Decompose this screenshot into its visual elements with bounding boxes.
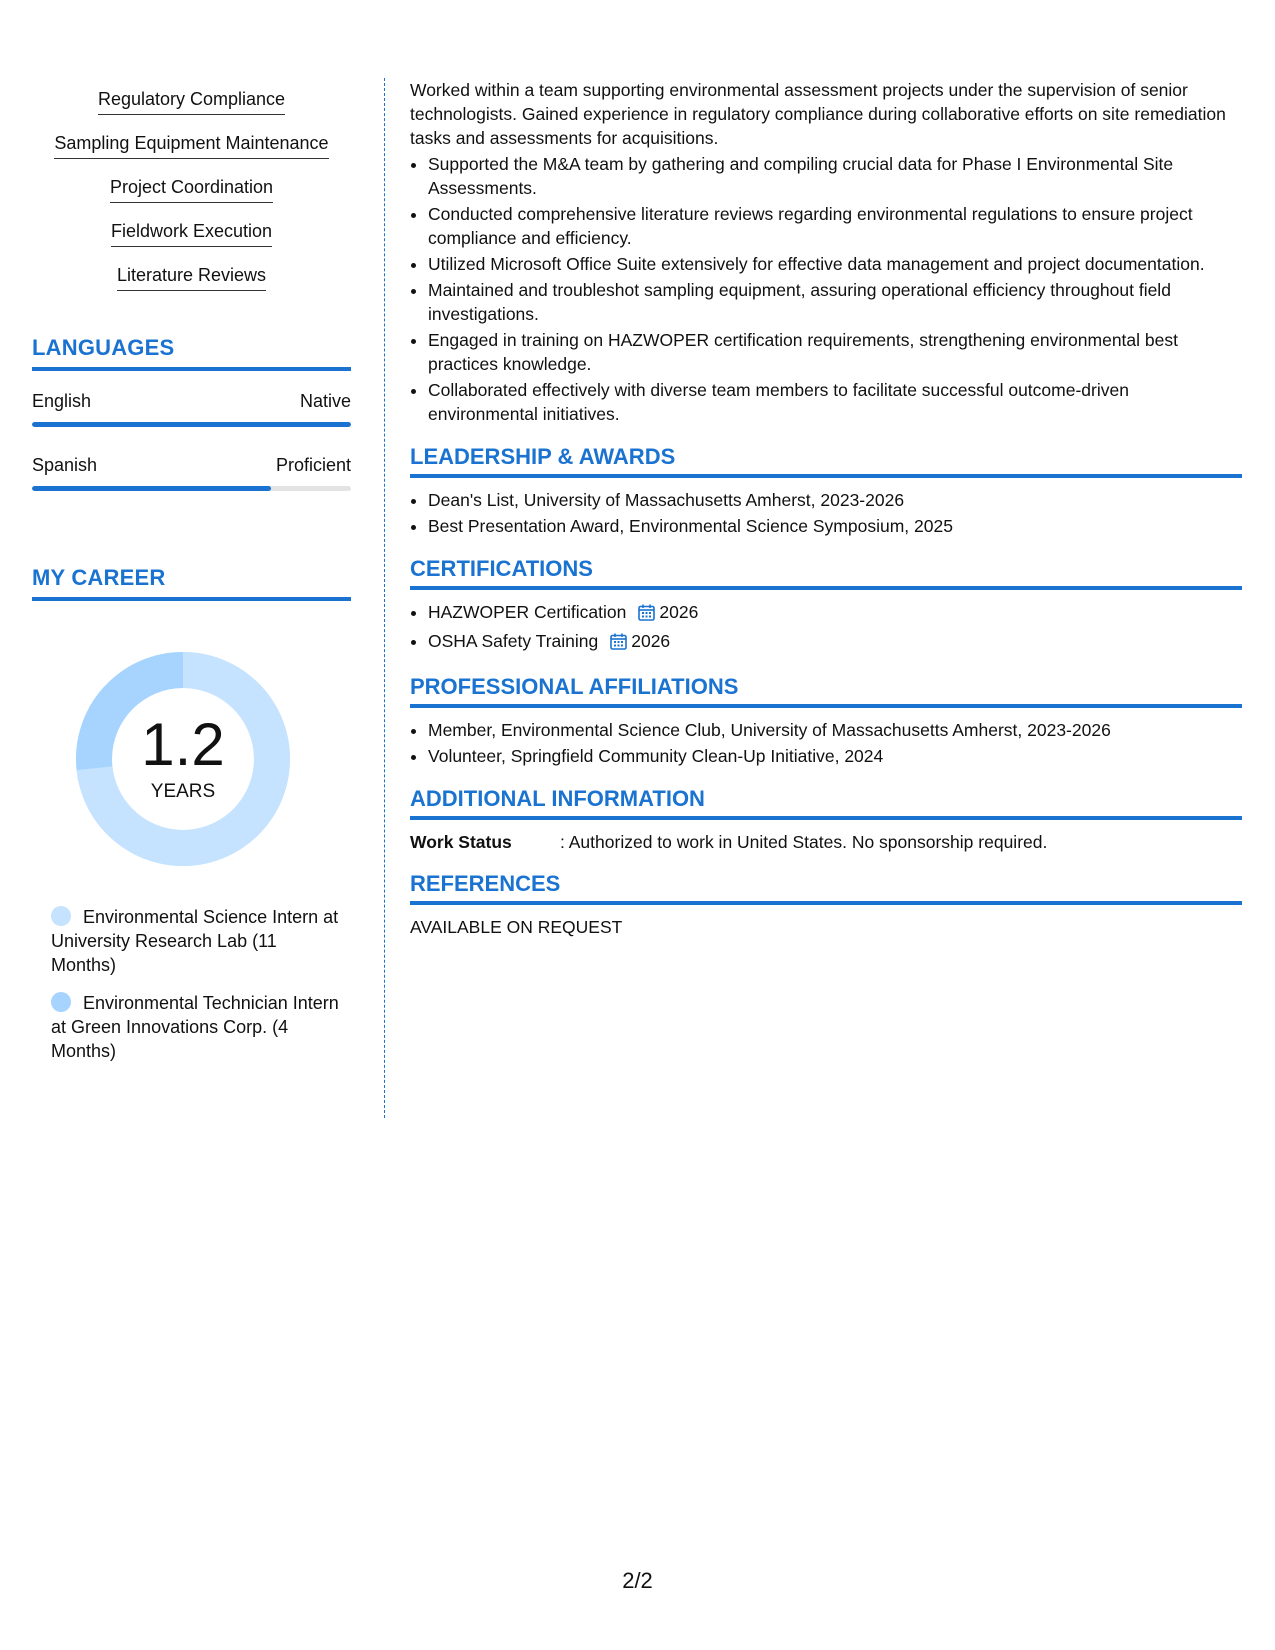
left-column [32, 76, 351, 1077]
certifications-section [410, 556, 1242, 656]
right-column [410, 78, 1242, 938]
career-legend [32, 905, 341, 1063]
career-total-unit: YEARS [150, 781, 216, 802]
affiliation-item: • Member, Environmental Science Club, University of Massachusetts Amherst, 2023-2026 [428, 718, 1242, 742]
work-status-label: Work Status [410, 832, 512, 852]
experience-summary: Worked within a team supporting environmental assessment projects under the supervision of senior technologists. Gained experience in regulatory compliance during collaborative efforts on site remediation tasks and assessments for acquisitions. [410, 80, 1226, 148]
references-text: AVAILABLE ON REQUEST [410, 917, 623, 937]
languages-section [32, 335, 351, 491]
career-legend-label: Environmental Technician Intern at Green Innovations Corp. (4 Months) [51, 993, 339, 1061]
language-proficiency-fill [32, 422, 351, 427]
skills-list [32, 76, 351, 291]
references-section [410, 871, 1242, 938]
career-heading: MY CAREER [32, 565, 351, 601]
leadership-item: • Dean's List, University of Massachusetts Amherst, 2023-2026 [428, 488, 1242, 512]
career-donut-chart [63, 639, 303, 879]
language-proficiency-bar [32, 486, 351, 491]
affiliations-list [410, 718, 1242, 768]
experience-bullet: • Supported the M&A team by gathering and compiling crucial data for Phase I Environmental Site Assessments. [428, 152, 1242, 200]
career-legend-item [51, 905, 341, 977]
language-level: Proficient [275, 455, 351, 475]
career-legend-item [51, 991, 341, 1063]
legend-dot [51, 906, 71, 926]
experience-bullet: • Collaborated effectively with diverse team members to facilitate successful outcome-driven environmental initiatives. [428, 378, 1242, 426]
language-level: Native [299, 391, 351, 411]
additional-info-heading: ADDITIONAL INFORMATION [410, 786, 1242, 820]
column-divider [384, 78, 385, 1118]
work-status-value: : Authorized to work in United States. No sponsorship required. [560, 832, 1048, 852]
work-status-row [410, 832, 1242, 853]
additional-info-section [410, 786, 1242, 853]
affiliations-heading: PROFESSIONAL AFFILIATIONS [410, 674, 1242, 708]
certification-year: 2026 [659, 602, 699, 622]
languages-heading: LANGUAGES [32, 335, 351, 371]
career-total-value: 1.2 [141, 711, 225, 778]
experience-bullet: • Conducted comprehensive literature reviews regarding environmental regulations to ensure project compliance and efficiency. [428, 202, 1242, 250]
affiliations-section [410, 674, 1242, 768]
language-item [32, 391, 351, 427]
skill-tag: Sampling Equipment Maintenance [54, 132, 328, 159]
language-name: Spanish [32, 455, 98, 475]
references-heading: REFERENCES [410, 871, 1242, 905]
skill-tag: Literature Reviews [117, 264, 266, 291]
leadership-heading: LEADERSHIP & AWARDS [410, 444, 1242, 478]
experience-bullet: • Utilized Microsoft Office Suite extensively for effective data management and project documentation. [428, 252, 1242, 276]
leadership-list [410, 488, 1242, 538]
calendar-icon [638, 603, 655, 627]
skill-tag: Project Coordination [110, 176, 273, 203]
experience-section [410, 78, 1242, 426]
certification-year: 2026 [631, 631, 671, 651]
certification-item [428, 629, 1242, 656]
experience-bullet: • Maintained and troubleshot sampling equipment, assuring operational efficiency throughout field investigations. [428, 278, 1242, 326]
skill-tag: Regulatory Compliance [98, 88, 285, 115]
language-proficiency-fill [32, 486, 271, 491]
leadership-section [410, 444, 1242, 538]
legend-dot [51, 992, 71, 1012]
certifications-list [410, 600, 1242, 656]
language-proficiency-bar [32, 422, 351, 427]
experience-bullets [410, 152, 1242, 426]
language-item [32, 455, 351, 491]
certifications-heading: CERTIFICATIONS [410, 556, 1242, 590]
career-section [32, 565, 351, 1063]
experience-bullet: • Engaged in training on HAZWOPER certification requirements, strengthening environmental best practices knowledge. [428, 328, 1242, 376]
certification-item [428, 600, 1242, 627]
page-number: 2/2 [622, 1568, 653, 1593]
certification-name: OSHA Safety Training [428, 631, 599, 651]
language-name: English [32, 391, 92, 411]
leadership-item: • Best Presentation Award, Environmental Science Symposium, 2025 [428, 514, 1242, 538]
career-legend-label: Environmental Science Intern at University Research Lab (11 Months) [51, 907, 339, 975]
certification-name: HAZWOPER Certification [428, 602, 627, 622]
affiliation-item: • Volunteer, Springfield Community Clean-Up Initiative, 2024 [428, 744, 1242, 768]
calendar-icon [610, 632, 627, 656]
skill-tag: Fieldwork Execution [111, 220, 272, 247]
